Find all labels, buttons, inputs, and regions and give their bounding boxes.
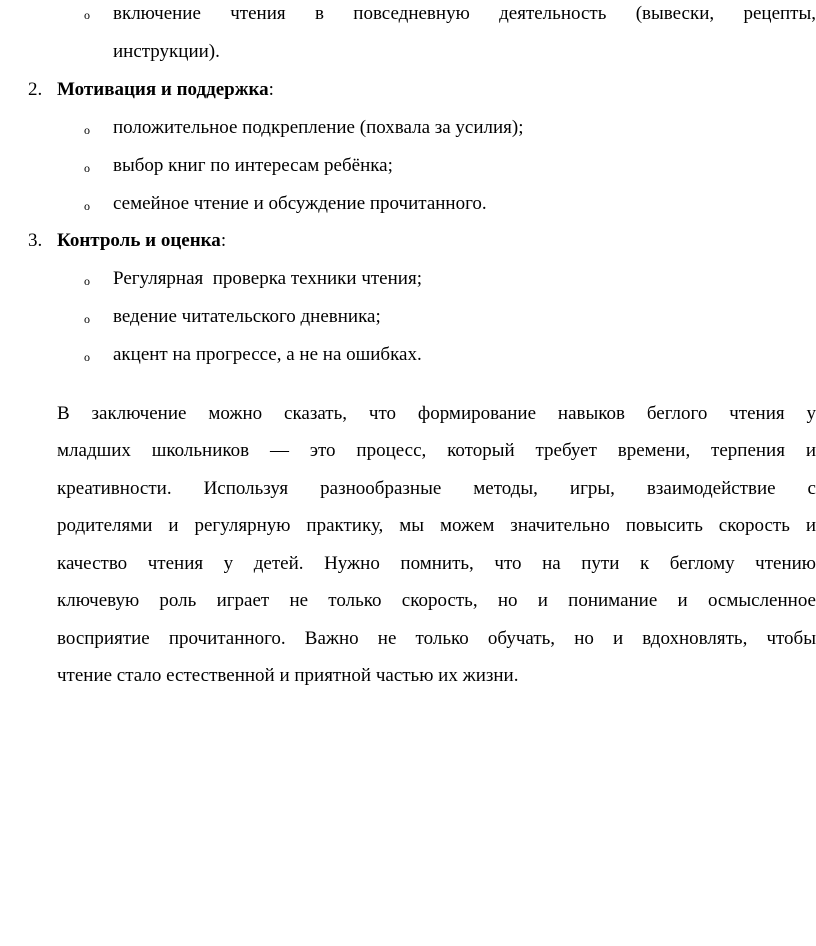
list-item-text: акцент на прогрессе, а не на ошибках. — [113, 344, 422, 365]
list-item-text: Регулярная проверка техники чтения; — [113, 268, 422, 289]
paragraph-line: креативности. Используя разнообразные методы, игры, взаимодействие с — [57, 478, 816, 499]
list-bullet: o — [84, 350, 90, 364]
list-item-text: включение чтения в повседневную деятельность (вывески, рецепты, — [113, 3, 816, 24]
section-title: Контроль и оценка — [57, 230, 221, 251]
section-number: 3. — [28, 230, 43, 251]
list-item-text: ведение читательского дневника; — [113, 306, 381, 327]
paragraph-line: родителями и регулярную практику, мы можем значительно повысить скорость и — [57, 515, 816, 536]
section-suffix: : — [220, 230, 227, 251]
list-item-text: инструкции). — [113, 41, 220, 62]
list-bullet: o — [84, 123, 90, 137]
section-suffix: : — [268, 79, 274, 100]
section-number: 2. — [28, 79, 43, 100]
paragraph-line: восприятие прочитанного. Важно не только обучать, но и вдохновлять, чтобы — [57, 628, 816, 649]
list-bullet: o — [84, 8, 90, 22]
section-heading — [57, 231, 226, 250]
list-item-text: выбор книг по интересам ребёнка; — [113, 155, 393, 176]
paragraph-line: качество чтения у детей. Нужно помнить, что на пути к беглому чтению — [57, 553, 816, 574]
paragraph-line: В заключение можно сказать, что формирование навыков беглого чтения у — [57, 403, 816, 424]
paragraph-line: ключевую роль играет не только скорость, но и понимание и осмысленное — [57, 590, 816, 611]
list-bullet: o — [84, 161, 90, 175]
paragraph-line: чтение стало естественной и приятной частью их жизни. — [57, 665, 519, 686]
section-title: Мотивация и поддержка — [57, 79, 269, 100]
list-item-text: положительное подкрепление (похвала за усилия); — [113, 117, 524, 138]
list-bullet: o — [84, 199, 90, 213]
list-bullet: o — [84, 312, 90, 326]
list-item-text: семейное чтение и обсуждение прочитанного. — [113, 193, 487, 214]
paragraph-line: младших школьников — это процесс, который требует времени, терпения и — [57, 440, 816, 461]
list-bullet: o — [84, 274, 90, 288]
section-heading — [57, 80, 274, 99]
